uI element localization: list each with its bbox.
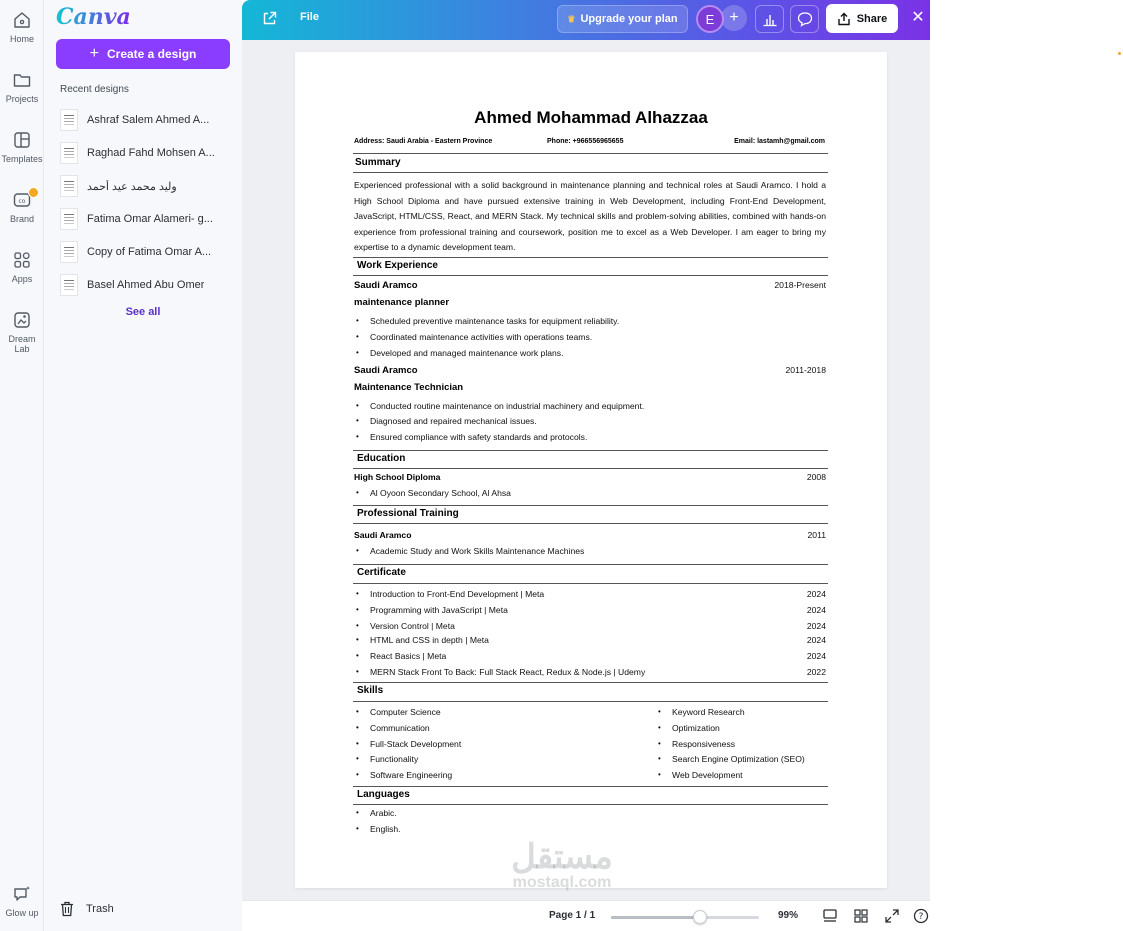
external-link-button[interactable] [260,9,278,27]
share-icon [837,12,851,26]
home-icon [12,10,32,30]
training-course: • Academic Study and Work Skills Maintenance Machines [370,546,584,556]
recent-design-item[interactable] [60,207,232,231]
external-link-icon [262,11,277,26]
certificate-name: • Version Control | Meta [370,621,455,631]
divider [353,468,828,469]
divider [353,450,828,451]
divider [353,172,828,173]
skill-item: • Full-Stack Development [370,739,461,749]
certificate-name: • Introduction to Front-End Development | Meta [370,589,544,599]
recent-design-item[interactable] [60,240,232,264]
certificate-year: 2024 [806,605,826,615]
rail-label: Apps [11,274,33,284]
skill-item: • Web Development [672,770,743,780]
certificate-year: 2024 [806,651,826,661]
job-bullet: • Ensured compliance with safety standards and protocols. [370,432,587,442]
svg-text:?: ? [918,912,924,923]
create-design-label: Create a design [106,47,197,61]
job-role: Maintenance Technician [354,382,464,393]
grid-icon [853,908,869,924]
zoom-slider-handle[interactable] [693,910,707,924]
divider [353,804,828,805]
editor-topbar [242,0,930,40]
skill-item: • Optimization [672,723,720,733]
sidebar [44,0,242,931]
add-collaborator-button[interactable] [721,5,747,31]
design-thumbnail [60,142,78,164]
recent-design-item[interactable] [60,273,232,297]
trash-button[interactable] [60,901,114,917]
insights-button[interactable] [755,5,784,33]
divider [353,786,828,787]
section-title-languages: Languages [357,789,410,800]
job-bullet: • Scheduled preventive maintenance tasks for equipment reliability. [370,316,619,326]
resume-address: Address: Saudi Arabia - Eastern Province [354,138,493,145]
rail-apps[interactable] [0,250,44,284]
job-dates: 2018-Present [774,280,826,290]
share-label: Share [856,12,888,25]
section-title-training: Professional Training [357,508,459,519]
certificate-name: • MERN Stack Front To Back: Full Stack React, Redux & Node.js | Udemy [370,667,645,677]
recent-design-name: وليد محمد عيد أحمد [87,180,177,193]
share-button[interactable] [826,4,898,33]
education-degree: High School Diploma [354,472,441,482]
canva-logo[interactable]: Canva [56,4,131,30]
certificate-year: 2024 [806,589,826,599]
file-menu[interactable]: File [300,11,319,23]
resume-phone: Phone: +966556965655 [547,138,624,145]
rail-glow-up[interactable] [0,884,44,918]
rail-label: Dream Lab [8,334,36,354]
skill-item: • Functionality [370,754,418,764]
job-bullet: • Conducted routine maintenance on industrial machinery and equipment. [370,401,644,411]
nav-rail [0,0,44,931]
resume-email: Email: lastamh@gmail.com [734,138,825,145]
certificate-year: 2024 [806,635,826,645]
recent-design-name: Raghad Fahd Mohsen A... [87,147,215,159]
language-item: • Arabic. [370,808,397,818]
resume-page[interactable] [295,52,887,888]
zoom-level[interactable]: 99% [778,910,799,921]
divider [353,564,828,565]
training-org: Saudi Aramco [354,530,412,540]
watermark-latin: mostaql.com [512,874,612,891]
bar-chart-icon [762,12,778,27]
comment-icon [797,11,813,27]
job-role: maintenance planner [354,297,450,308]
skill-item: • Computer Science [370,707,441,717]
rail-projects[interactable] [0,70,44,104]
recent-design-name: Copy of Fatima Omar A... [87,246,212,258]
skill-item: • Software Engineering [370,770,452,780]
job-bullet: • Developed and managed maintenance work plans. [370,348,564,358]
editor-canvas[interactable] [242,40,930,931]
resume-name: Ahmed Mohammad Alhazzaa [474,108,708,127]
design-thumbnail [60,274,78,296]
job-company: Saudi Aramco [354,365,418,376]
status-dot [1118,52,1121,55]
education-school: • Al Oyoon Secondary School, Al Ahsa [370,488,511,498]
recent-designs-heading: Recent designs [60,84,129,95]
create-design-button[interactable] [56,39,230,69]
page-indicator[interactable]: Page 1 / 1 [549,910,596,921]
section-title-work: Work Experience [357,260,438,271]
divider [353,701,828,702]
close-button[interactable] [908,7,928,27]
glow-up-icon [12,884,32,904]
divider [353,275,828,276]
pages-icon [822,908,838,924]
design-thumbnail [60,109,78,131]
help-icon [913,908,929,924]
avatar[interactable]: E [696,5,724,33]
plus-icon: + [729,9,739,26]
training-year: 2011 [807,530,826,540]
rail-label: Home [9,34,34,44]
recent-design-name: Fatima Omar Alameri- g... [87,213,213,225]
help-button[interactable] [913,908,931,926]
design-thumbnail [60,241,78,263]
expand-icon [884,908,900,924]
certificate-name: • Programming with JavaScript | Meta [370,605,508,615]
apps-icon [12,250,32,270]
recent-design-item[interactable] [60,141,232,165]
job-company: Saudi Aramco [354,280,418,291]
job-bullet: • Diagnosed and repaired mechanical issues. [370,416,537,426]
upgrade-plan-button[interactable] [557,5,688,33]
section-title-certificate: Certificate [357,567,406,578]
recent-design-item[interactable] [60,108,232,132]
trash-icon [60,901,74,917]
certificate-year: 2022 [806,667,826,677]
section-title-skills: Skills [357,685,384,696]
skill-item: • Search Engine Optimization (SEO) [672,754,805,764]
rail-brand[interactable] [0,190,44,224]
design-thumbnail [60,175,78,197]
watermark-arabic: مستقل [511,838,613,876]
upgrade-label: Upgrade your plan [580,13,678,25]
divider [353,583,828,584]
divider [353,682,828,683]
skill-item: • Responsiveness [672,739,735,749]
divider [353,523,828,524]
crown-badge-icon [28,187,39,198]
comments-button[interactable] [790,5,819,33]
certificate-year: 2024 [806,621,826,631]
zoom-slider-fill [611,916,700,919]
rail-home[interactable] [0,10,44,44]
summary-text: Experienced professional with a solid background in maintenance planning and technical roles at Saudi Aramco. I hold a High School Diploma and have pursued extensive training in Web Development, including Front-End Development, JavaScript, HTML/CSS, React, and MERN Stack. My technical skills and problem-solving abilities, combined with hands-on experience from professional training and coursework, position me to excel as a Web Developer. I am eager to bring my expertise to a dynamic development team. [354,180,826,252]
rail-templates[interactable] [0,130,44,164]
rail-label: Brand [9,214,35,224]
education-year: 2008 [806,472,826,482]
recent-design-name: Ashraf Salem Ahmed A... [87,114,210,126]
crown-icon: ♛ [567,13,576,24]
section-title-education: Education [357,453,406,464]
certificate-name: • React Basics | Meta [370,651,446,661]
job-bullet: • Coordinated maintenance activities with operations teams. [370,332,592,342]
skill-item: • Keyword Research [672,707,745,717]
close-icon: ✕ [911,9,925,26]
design-thumbnail [60,208,78,230]
plus-icon: + [89,45,99,62]
dream-lab-icon [12,310,32,330]
pages-view-button[interactable] [822,908,840,926]
rail-label: Glow up [5,908,39,918]
section-title-summary: Summary [355,157,401,168]
templates-icon [12,130,32,150]
divider [353,257,828,258]
grid-view-button[interactable] [853,908,871,926]
certificate-name: • HTML and CSS in depth | Meta [370,635,489,645]
see-all-link[interactable]: See all [125,306,161,318]
svg-text:co: co [18,198,26,205]
recent-design-name: Basel Ahmed Abu Omer [87,279,205,291]
trash-label: Trash [86,903,114,915]
fullscreen-button[interactable] [884,908,902,926]
divider [353,505,828,506]
editor-footer [242,900,930,931]
skill-item: • Communication [370,723,430,733]
zoom-slider[interactable] [611,916,759,919]
language-item: • English. [370,824,401,834]
recent-design-item[interactable] [60,174,232,198]
divider [353,153,828,154]
rail-label: Templates [1,154,43,164]
rail-dream-lab[interactable] [0,310,44,354]
folder-icon [12,70,32,90]
rail-label: Projects [5,94,39,104]
job-dates: 2011-2018 [785,365,826,375]
